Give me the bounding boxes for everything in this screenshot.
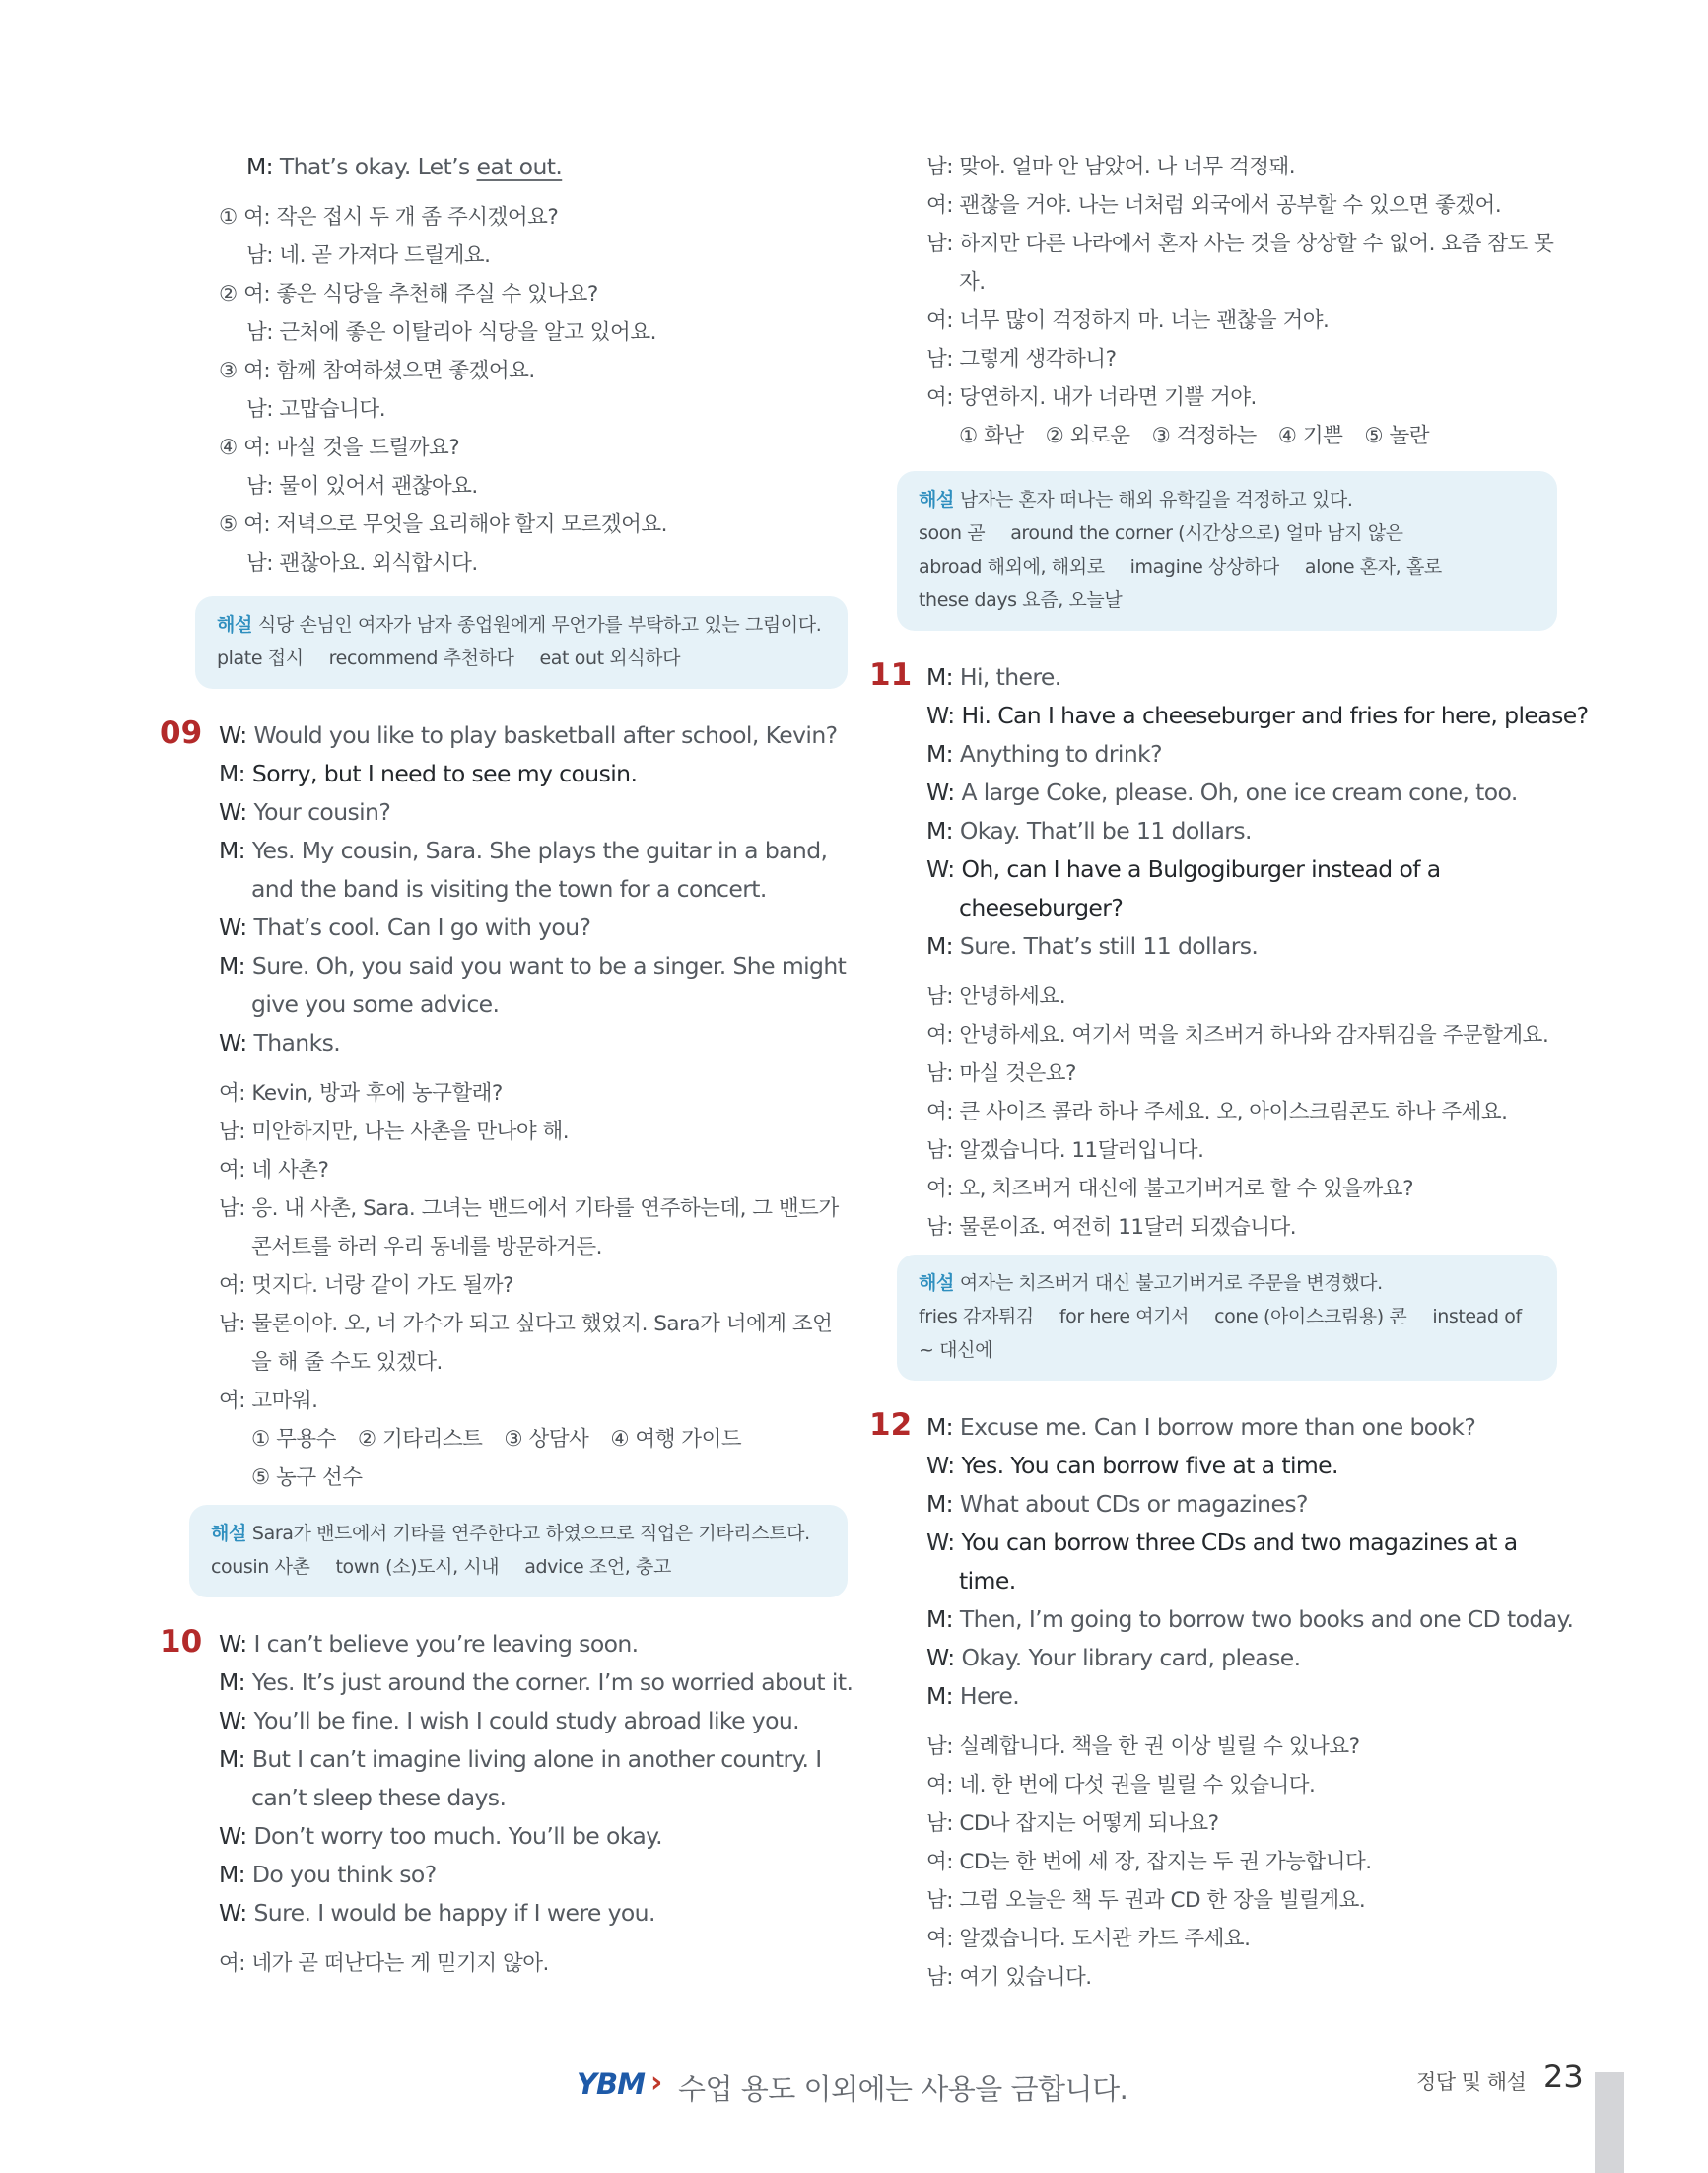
left-column [158,148,854,1983]
korean-line: ④ 여: 마실 것을 드릴까요? [219,436,460,460]
korean-line: 남: 마실 것은요? [926,1061,1076,1086]
dialogue-line: M: Sure. Oh, you said you want to be a singer. She might give you some advice. [219,952,847,1018]
dialogue-line: W: Would you like to play basketball after school, Kevin? [219,721,838,749]
explanation-label: 해설 [919,1272,954,1294]
vocab-list: fries 감자튀김 for here 여기서 cone (아이스크림용) 콘 instead of ~ 대신에 [919,1306,1522,1361]
dialogue-line: M: That’s okay. Let’s eat out. [246,153,563,180]
dialogue-line: W: Yes. You can borrow five at a time. [926,1452,1338,1479]
dialogue-line: W: That’s cool. Can I go with you? [219,914,591,941]
korean-line: 여: CD는 한 번에 세 장, 잡지는 두 권 가능합니다. [926,1850,1372,1874]
explanation-label: 해설 [211,1523,246,1544]
question-11 [869,657,1589,1381]
dialogue-line: W: I can’t believe you’re leaving soon. [219,1630,639,1658]
line-text: That’s okay. Let’s eat out. [279,153,563,180]
dialogue-line: M: But I can’t imagine living alone in another country. I can’t sleep these days. [219,1745,822,1811]
korean-line: 여: 고마워. [219,1389,318,1413]
question-number: 09 [160,715,203,751]
vocab-list: these days 요즘, 오늘날 [919,589,1123,611]
explanation-text: 여자는 치즈버거 대신 불고기버거로 주문을 변경했다. [959,1272,1383,1294]
explanation-box [189,1505,848,1597]
dialogue-line: M: Okay. That’ll be 11 dollars. [926,817,1252,845]
korean-line: 남: 그렇게 생각하니? [926,347,1117,372]
dialogue-line: W: Don’t worry too much. You’ll be okay. [219,1822,662,1850]
dialogue-line: W: You can borrow three CDs and two magazines at a time. [926,1528,1518,1595]
explanation-box [897,1255,1557,1381]
korean-line: 남: CD나 잡지는 어떻게 되나요? [926,1811,1219,1836]
korean-line: 남: 물이 있어서 괜찮아요. [246,474,478,499]
dialogue-line: M: Here. [926,1682,1020,1710]
vocab-list: cousin 사촌 town (소)도시, 시내 advice 조언, 충고 [211,1556,671,1578]
korean-line: 남: 하지만 다른 나라에서 혼자 사는 것을 상상할 수 없어. 요즘 잠도 못 자. [926,232,1554,295]
question-number: 11 [869,657,913,693]
explanation-label: 해설 [217,614,252,636]
vocab-list: abroad 해외에, 해외로 imagine 상상하다 alone 혼자, 홀로 [919,556,1442,577]
usage-notice: 수업 용도 이외에는 사용을 금합니다. [678,2072,1128,2106]
answer-choices: ① 화난 ② 외로운 ③ 걱정하는 ④ 기쁜 ⑤ 놀란 [959,424,1430,448]
question-number: 12 [869,1407,913,1443]
answer-choices: ① 무용수 ② 기타리스트 ③ 상담사 ④ 여행 가이드 [251,1427,742,1452]
dialogue-line: M: Excuse me. Can I borrow more than one book? [926,1413,1476,1441]
explanation-text: 식당 손님인 여자가 남자 종업원에게 무언가를 부탁하고 있는 그림이다. [257,614,822,636]
korean-line: 여: Kevin, 방과 후에 농구할래? [219,1081,503,1106]
dialogue-line: M: Yes. It’s just around the corner. I’m so worried about it. [219,1668,854,1696]
dialogue-line: M: Do you think so? [219,1861,437,1888]
korean-line: 여: 너무 많이 걱정하지 마. 너는 괜찮을 거야. [926,308,1330,333]
dialogue-line: W: Thanks. [219,1029,341,1056]
korean-line: 남: 맞아. 얼마 안 남았어. 나 너무 걱정돼. [926,155,1296,179]
dialogue-line: W: Okay. Your library card, please. [926,1644,1301,1671]
dialogue-line: W: Sure. I would be happy if I were you. [219,1899,655,1927]
dialogue-line: M: Anything to drink? [926,740,1163,768]
dialogue-line: M: What about CDs or magazines? [926,1490,1308,1518]
korean-line: 남: 괜찮아요. 외식합시다. [246,551,478,576]
answer-choice: ⑤ 농구 선수 [251,1465,363,1490]
korean-line: 여: 알겠습니다. 도서관 카드 주세요. [926,1927,1251,1951]
dialogue-line: W: Hi. Can I have a cheeseburger and fries for here, please? [926,702,1589,729]
dialogue-line: M: Then, I’m going to borrow two books and one CD today. [926,1605,1574,1633]
korean-line: 여: 괜찮을 거야. 나는 너처럼 외국에서 공부할 수 있으면 좋겠어. [926,193,1502,218]
korean-line: 남: 여기 있습니다. [926,1965,1092,1990]
dialogue-line: M: Hi, there. [926,663,1061,691]
question-number: 10 [160,1624,203,1660]
korean-line: 여: 당연하지. 내가 너라면 기쁠 거야. [926,385,1257,410]
korean-line: 여: 네가 곧 떠난다는 게 믿기지 않아. [219,1951,549,1976]
korean-line: 남: 근처에 좋은 이탈리아 식당을 알고 있어요. [246,320,656,345]
explanation-box [195,596,848,689]
dialogue-line: M: Sure. That’s still 11 dollars. [926,932,1259,960]
side-tab-marker [1595,2072,1624,2173]
chevron-right-icon: › [650,2066,663,2100]
right-column [869,148,1589,1997]
korean-line: ③ 여: 함께 참여하셨으면 좋겠어요. [219,359,535,383]
vocab-list: soon 곧 around the corner (시간상으로) 얼마 남지 않은 [919,522,1403,544]
explanation-label: 해설 [919,489,954,510]
korean-line: ① 여: 작은 접시 두 개 좀 주시겠어요? [219,205,559,230]
korean-line: 남: 알겠습니다. 11달러입니다. [926,1138,1204,1163]
page-number: 23 [1543,2058,1584,2095]
explanation-text: Sara가 밴드에서 기타를 연주한다고 하였으므로 직업은 기타리스트다. [251,1523,810,1544]
korean-line: ② 여: 좋은 식당을 추천해 주실 수 있나요? [219,282,598,306]
question-12 [869,1407,1574,1997]
korean-line: 여: 네 사촌? [219,1158,329,1183]
korean-line: 남: 물론이죠. 여전히 11달러 되겠습니다. [926,1215,1297,1240]
vocab-list: plate 접시 recommend 추천하다 eat out 외식하다 [217,647,681,669]
korean-line: 여: 멋지다. 너랑 같이 가도 될까? [219,1273,513,1298]
publisher-logo: YBM [577,2068,645,2101]
explanation-box [897,471,1557,631]
explanation-text: 남자는 혼자 떠나는 해외 유학길을 걱정하고 있다. [959,489,1353,510]
korean-line: 여: 큰 사이즈 콜라 하나 주세요. 오, 아이스크림콘도 하나 주세요. [926,1100,1508,1124]
korean-line: 여: 네. 한 번에 다섯 권을 빌릴 수 있습니다. [926,1773,1316,1798]
korean-line: 여: 오, 치즈버거 대신에 불고기버거로 할 수 있을까요? [926,1177,1413,1201]
dialogue-line: M: Yes. My cousin, Sara. She plays the guitar in a band, and the band is visiting the town for a concert. [219,837,828,903]
dialogue-line: M: Sorry, but I need to see my cousin. [219,760,638,787]
dialogue-line: W: A large Coke, please. Oh, one ice cream cone, too. [926,779,1518,806]
korean-line: 여: 안녕하세요. 여기서 먹을 치즈버거 하나와 감자튀김을 주문할게요. [926,1023,1549,1048]
korean-line: 남: 응. 내 사촌, Sara. 그녀는 밴드에서 기타를 연주하는데, 그 밴드가 콘서트를 하러 우리 동네를 방문하거든. [219,1196,839,1259]
korean-line: 남: 미안하지만, 나는 사촌을 만나야 해. [219,1120,570,1144]
dialogue-line: W: You’ll be fine. I wish I could study abroad like you. [219,1707,800,1734]
korean-line: ⑤ 여: 저녁으로 무엇을 요리해야 할지 모르겠어요. [219,512,667,537]
korean-line: 남: 그럼 오늘은 책 두 권과 CD 한 장을 빌릴게요. [926,1888,1366,1913]
korean-line: 남: 안녕하세요. [926,985,1066,1009]
dialogue-line: W: Your cousin? [219,798,391,826]
dialogue-line: W: Oh, can I have a Bulgogiburger instead of a cheeseburger? [926,855,1441,921]
section-label: 정답 및 해설 [1416,2071,1527,2094]
korean-line: 남: 네. 곧 가져다 드릴게요. [246,243,491,268]
korean-line: 남: 고맙습니다. [246,397,386,422]
korean-line: 남: 물론이야. 오, 너 가수가 되고 싶다고 했었지. Sara가 너에게 조언을 해 줄 수도 있겠다. [219,1312,833,1375]
question-10 [158,1624,854,1983]
question-09 [158,716,848,1597]
korean-line: 남: 실례합니다. 책을 한 권 이상 빌릴 수 있나요? [926,1734,1360,1759]
